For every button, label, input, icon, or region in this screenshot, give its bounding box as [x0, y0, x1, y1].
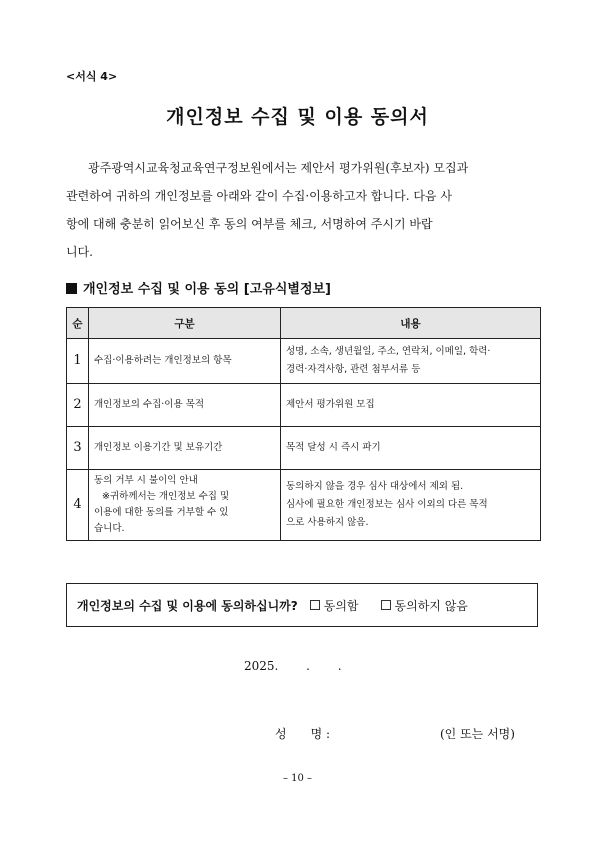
- section-heading-text: 개인정보 수집 및 이용 동의 [고유식별정보]: [83, 282, 331, 297]
- row-number: 2: [67, 384, 89, 427]
- header-number: 순: [67, 308, 89, 339]
- header-content: 내용: [281, 308, 541, 339]
- agree-label: 동의함: [323, 598, 359, 613]
- form-label: <서식 4>: [66, 70, 118, 83]
- disagree-label: 동의하지 않음: [394, 598, 468, 613]
- table-row: [67, 470, 541, 541]
- table-row: [67, 427, 541, 470]
- row-content: 목적 달성 시 즉시 파기: [281, 427, 541, 470]
- row-number: 4: [67, 470, 89, 541]
- category-line: 습니다.: [94, 523, 125, 534]
- content-line: 경력·자격사항, 관련 첨부서류 등: [286, 364, 421, 375]
- row-number: 3: [67, 427, 89, 470]
- content-line: 성명, 소속, 생년월일, 주소, 연락처, 이메일, 학력·: [286, 346, 491, 357]
- signature-note: (인 또는 서명): [440, 727, 515, 741]
- consent-confirm-box: [66, 583, 538, 627]
- page-number: – 10 –: [282, 773, 313, 784]
- intro-line: 니다.: [66, 245, 93, 259]
- row-category: 개인정보의 수집·이용 목적: [89, 384, 281, 427]
- row-content: [281, 339, 541, 384]
- row-category: 개인정보 이용기간 및 보유기간: [89, 427, 281, 470]
- header-category: 구분: [89, 308, 281, 339]
- date-line: 2025. . .: [244, 659, 342, 673]
- intro-line: 광주광역시교육청교육연구정보원에서는 제안서 평가위원(후보자) 모집과: [88, 161, 469, 175]
- agree-checkbox[interactable]: [310, 600, 320, 610]
- category-line: 동의 거부 시 불이익 안내: [94, 475, 198, 486]
- row-content: 제안서 평가위원 모집: [281, 384, 541, 427]
- table-header-row: [67, 308, 541, 339]
- consent-question: 개인정보의 수집 및 이용에 동의하십니까?: [77, 598, 298, 613]
- content-line: 심사에 필요한 개인정보는 심사 이외의 다른 목적: [286, 499, 488, 510]
- disagree-checkbox[interactable]: [381, 600, 391, 610]
- black-square-icon: [66, 283, 77, 294]
- content-line: 으로 사용하지 않음.: [286, 517, 369, 528]
- intro-line: 항에 대해 충분히 읽어보신 후 동의 여부를 체크, 서명하여 주시기 바랍: [66, 217, 433, 231]
- content-line: 동의하지 않을 경우 심사 대상에서 제외 됨.: [286, 481, 464, 492]
- document-title: 개인정보 수집 및 이용 동의서: [166, 106, 429, 128]
- table-row: [67, 384, 541, 427]
- consent-info-table: [66, 307, 541, 541]
- section-heading: [66, 278, 331, 297]
- row-number: 1: [67, 339, 89, 384]
- table-row: [67, 339, 541, 384]
- intro-line: 관련하여 귀하의 개인정보를 아래와 같이 수집·이용하고자 합니다. 다음 사: [66, 189, 452, 203]
- row-category: 수집·이용하려는 개인정보의 항목: [89, 339, 281, 384]
- row-category: [89, 470, 281, 541]
- intro-paragraph: [66, 154, 533, 266]
- row-content: [281, 470, 541, 541]
- signature-name-label: 성 명 :: [275, 727, 331, 741]
- category-line: ※귀하께서는 개인정보 수집 및: [102, 491, 230, 502]
- category-line: 이용에 대한 동의를 거부할 수 있: [94, 507, 229, 518]
